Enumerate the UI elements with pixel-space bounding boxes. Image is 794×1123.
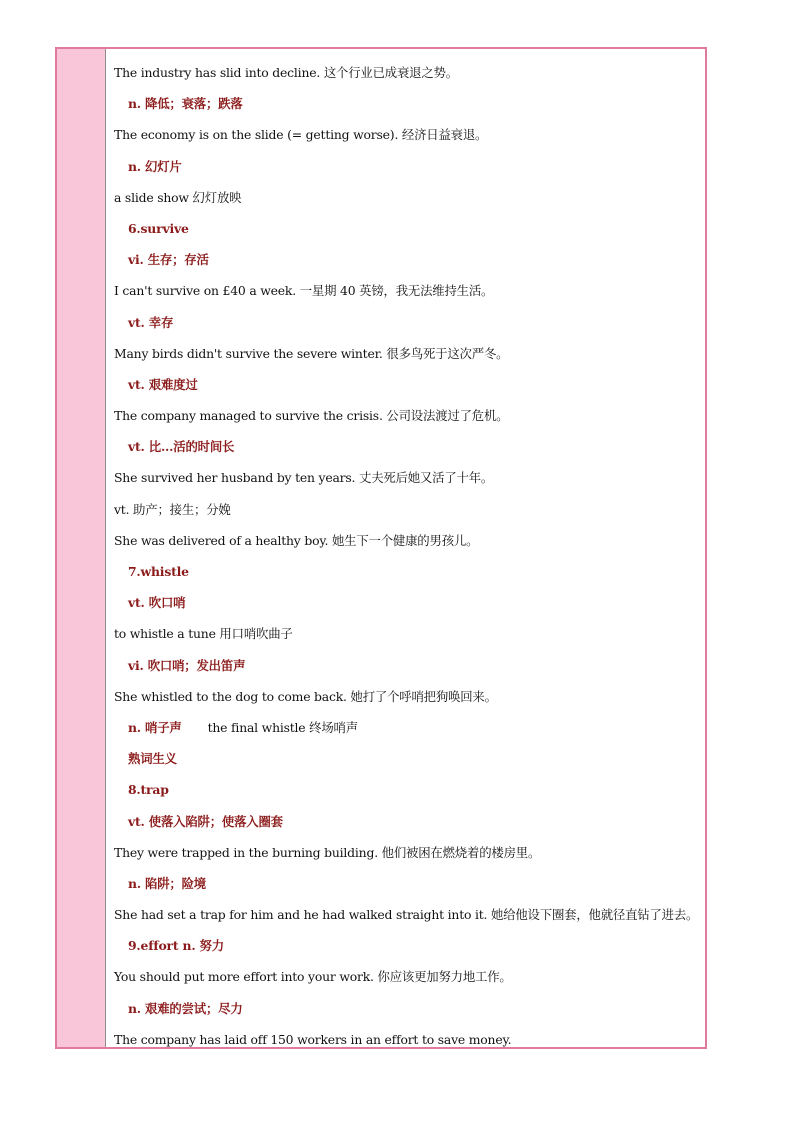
heading-text: n. 哨子声 [128, 719, 182, 735]
entry-heading: 9.effort n. 努力 [128, 938, 224, 954]
entry-heading: 7.whistle [128, 564, 189, 579]
entry-heading: vt. 吹口哨 [128, 595, 186, 611]
entry-heading: vi. 生存；存活 [128, 252, 209, 268]
example-sentence: The economy is on the slide (= getting worse). 经济日益衰退。 [114, 127, 488, 143]
left-sidebar-column [57, 49, 106, 1047]
example-sentence: The company managed to survive the crisis. 公司设法渡过了危机。 [114, 408, 509, 424]
entry-heading: 熟词生义 [128, 751, 177, 767]
example-sentence: a slide show 幻灯放映 [114, 189, 242, 205]
content-column [114, 57, 697, 1055]
example-sentence: to whistle a tune 用口哨吹曲子 [114, 626, 293, 642]
entry-heading [114, 712, 697, 743]
example-sentence: The industry has slid into decline. 这个行业已成衰退之势。 [114, 65, 458, 80]
example-sentence: Many birds didn't survive the severe winter. 很多鸟死于这次严冬。 [114, 345, 509, 361]
document-frame [55, 47, 707, 1049]
example-sentence: She survived her husband by ten years. 丈夫死后她又活了十年。 [114, 470, 494, 486]
example-sentence: You should put more effort into your work. 你应该更加努力地工作。 [114, 969, 512, 985]
entry-heading: vi. 吹口哨；发出笛声 [128, 657, 246, 673]
entry-heading: vt. 比...活的时间长 [128, 439, 235, 455]
entry-heading: vt. 艰难度过 [128, 376, 198, 392]
example-sentence: vt. 助产；接生；分娩 [114, 501, 231, 517]
entry-heading: n. 艰难的尝试；尽力 [128, 1000, 243, 1016]
entry-heading: n. 降低；衰落；跌落 [128, 96, 243, 112]
example-sentence: She had set a trap for him and he had walked straight into it. 她给他设下圈套，他就径直钻了进去。 [114, 907, 699, 923]
entry-heading: 8.trap [128, 782, 169, 798]
example-sentence: She whistled to the dog to come back. 她打了个呼哨把狗唤回来。 [114, 688, 497, 704]
entry-heading: 6.survive [128, 220, 189, 236]
entry-heading: vt. 幸存 [128, 314, 174, 330]
example-sentence: The company has laid off 150 workers in an effort to save money. [114, 1031, 512, 1047]
example-sentence: I can't survive on £40 a week. 一星期 40 英镑，我无法维持生活。 [114, 283, 494, 299]
example-text: the final whistle 终场哨声 [207, 719, 358, 735]
example-sentence: They were trapped in the burning building. 他们被困在燃烧着的楼房里。 [114, 844, 541, 860]
entry-heading: n. 陷阱；险境 [128, 875, 206, 891]
example-sentence: She was delivered of a healthy boy. 她生下一个健康的男孩儿。 [114, 532, 479, 548]
entry-heading: n. 幻灯片 [128, 158, 182, 174]
entry-heading: vt. 使落入陷阱；使落入圈套 [128, 813, 283, 829]
